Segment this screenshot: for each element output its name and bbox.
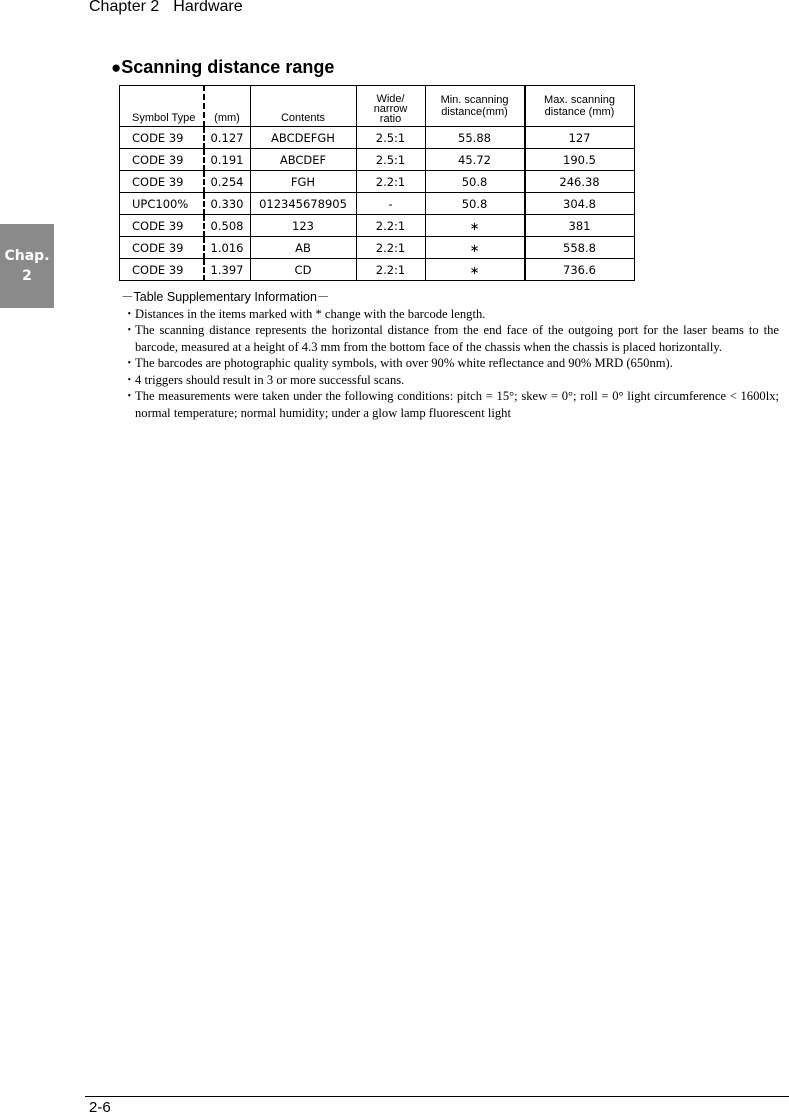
chapter-side-tab [0,224,54,308]
supplementary-list [119,306,779,422]
header-ratio-line1: Wide/ [376,93,405,105]
header-ratio-line3: ratio [379,113,402,125]
header-max-line1: Max. scanning [544,94,615,106]
cell-min: 50.8 [425,171,525,193]
cell-max: 246.38 [525,171,635,193]
header-contents: Contents [250,86,356,127]
header-mm: (mm) [204,86,251,127]
list-item: ・ The measurements were taken under the following conditions: pitch = 15°; skew = 0°; roll = 0° light circumference < 1600lx; normal temperature; normal humidity; under a glow lamp fluorescent light [119,388,779,421]
list-item: ・ The scanning distance represents the horizontal distance from the end face of the outgoing port for the laser beams to the barcode, measured at a height of 4.3 mm from the bottom face of the chassis when the chassis is placed horizontally. [119,322,779,355]
cell-symbol: CODE 39 [120,237,204,259]
cell-symbol: CODE 39 [120,171,204,193]
chapter-title: Hardware [173,0,243,15]
supplementary-title: －Table Supplementary Information－ [121,290,330,304]
header-min-line1: Min. scanning [440,94,509,106]
cell-symbol: UPC100% [120,193,204,215]
table-row [120,127,635,149]
bullet-icon: ● [111,58,122,77]
header-min-line2: distance(mm) [441,106,508,118]
chapter-label: Chapter 2 [89,0,160,15]
table-row [120,259,635,281]
table-row [120,215,635,237]
cell-contents: 123 [250,215,356,237]
footer-divider [85,1096,789,1097]
list-item: ・ 4 triggers should result in 3 or more successful scans. [119,372,779,389]
scanning-distance-table [119,85,635,281]
side-tab-line2: 2 [22,268,32,284]
header-ratio [356,86,425,127]
cell-mm: 1.016 [204,237,251,259]
cell-mm: 0.127 [204,127,251,149]
cell-mm: 0.508 [204,215,251,237]
cell-symbol: CODE 39 [120,127,204,149]
cell-max: 736.6 [525,259,635,281]
cell-min: ∗ [425,215,525,237]
header-max-distance [525,86,635,127]
cell-mm: 0.330 [204,193,251,215]
header-max-line2: distance (mm) [544,106,615,118]
cell-mm: 0.254 [204,171,251,193]
table-row [120,237,635,259]
cell-max: 127 [525,127,635,149]
cell-min: ∗ [425,237,525,259]
table-row [120,193,635,215]
page-header [89,0,243,16]
cell-ratio: - [356,193,425,215]
cell-min: 55.88 [425,127,525,149]
section-title-text: Scanning distance range [121,57,335,77]
cell-contents: ABCDEF [250,149,356,171]
cell-contents: FGH [250,171,356,193]
cell-max: 304.8 [525,193,635,215]
cell-min: ∗ [425,259,525,281]
header-symbol-type: Symbol Type [120,86,204,127]
cell-ratio: 2.2:1 [356,259,425,281]
cell-contents: CD [250,259,356,281]
cell-max: 381 [525,215,635,237]
header-min-distance [425,86,525,127]
cell-ratio: 2.5:1 [356,127,425,149]
list-item: ・ The barcodes are photographic quality symbols, with over 90% white reflectance and 90% MRD (650nm). [119,355,779,372]
cell-min: 50.8 [425,193,525,215]
cell-ratio: 2.5:1 [356,149,425,171]
cell-ratio: 2.2:1 [356,237,425,259]
side-tab-line1: Chap. [4,248,50,264]
list-item: ・ Distances in the items marked with * change with the barcode length. [119,306,779,323]
section-title [111,57,334,78]
page-number: 2-6 [89,1099,111,1116]
header-ratio-line2: narrow [373,103,408,115]
cell-max: 558.8 [525,237,635,259]
cell-symbol: CODE 39 [120,259,204,281]
table-row [120,171,635,193]
cell-contents: ABCDEFGH [250,127,356,149]
cell-mm: 0.191 [204,149,251,171]
table-header-row [120,86,635,127]
cell-min: 45.72 [425,149,525,171]
cell-mm: 1.397 [204,259,251,281]
supplementary-info [119,289,779,421]
cell-contents: 012345678905 [250,193,356,215]
cell-contents: AB [250,237,356,259]
cell-symbol: CODE 39 [120,149,204,171]
cell-ratio: 2.2:1 [356,171,425,193]
cell-ratio: 2.2:1 [356,215,425,237]
cell-max: 190.5 [525,149,635,171]
cell-symbol: CODE 39 [120,215,204,237]
table-row [120,149,635,171]
